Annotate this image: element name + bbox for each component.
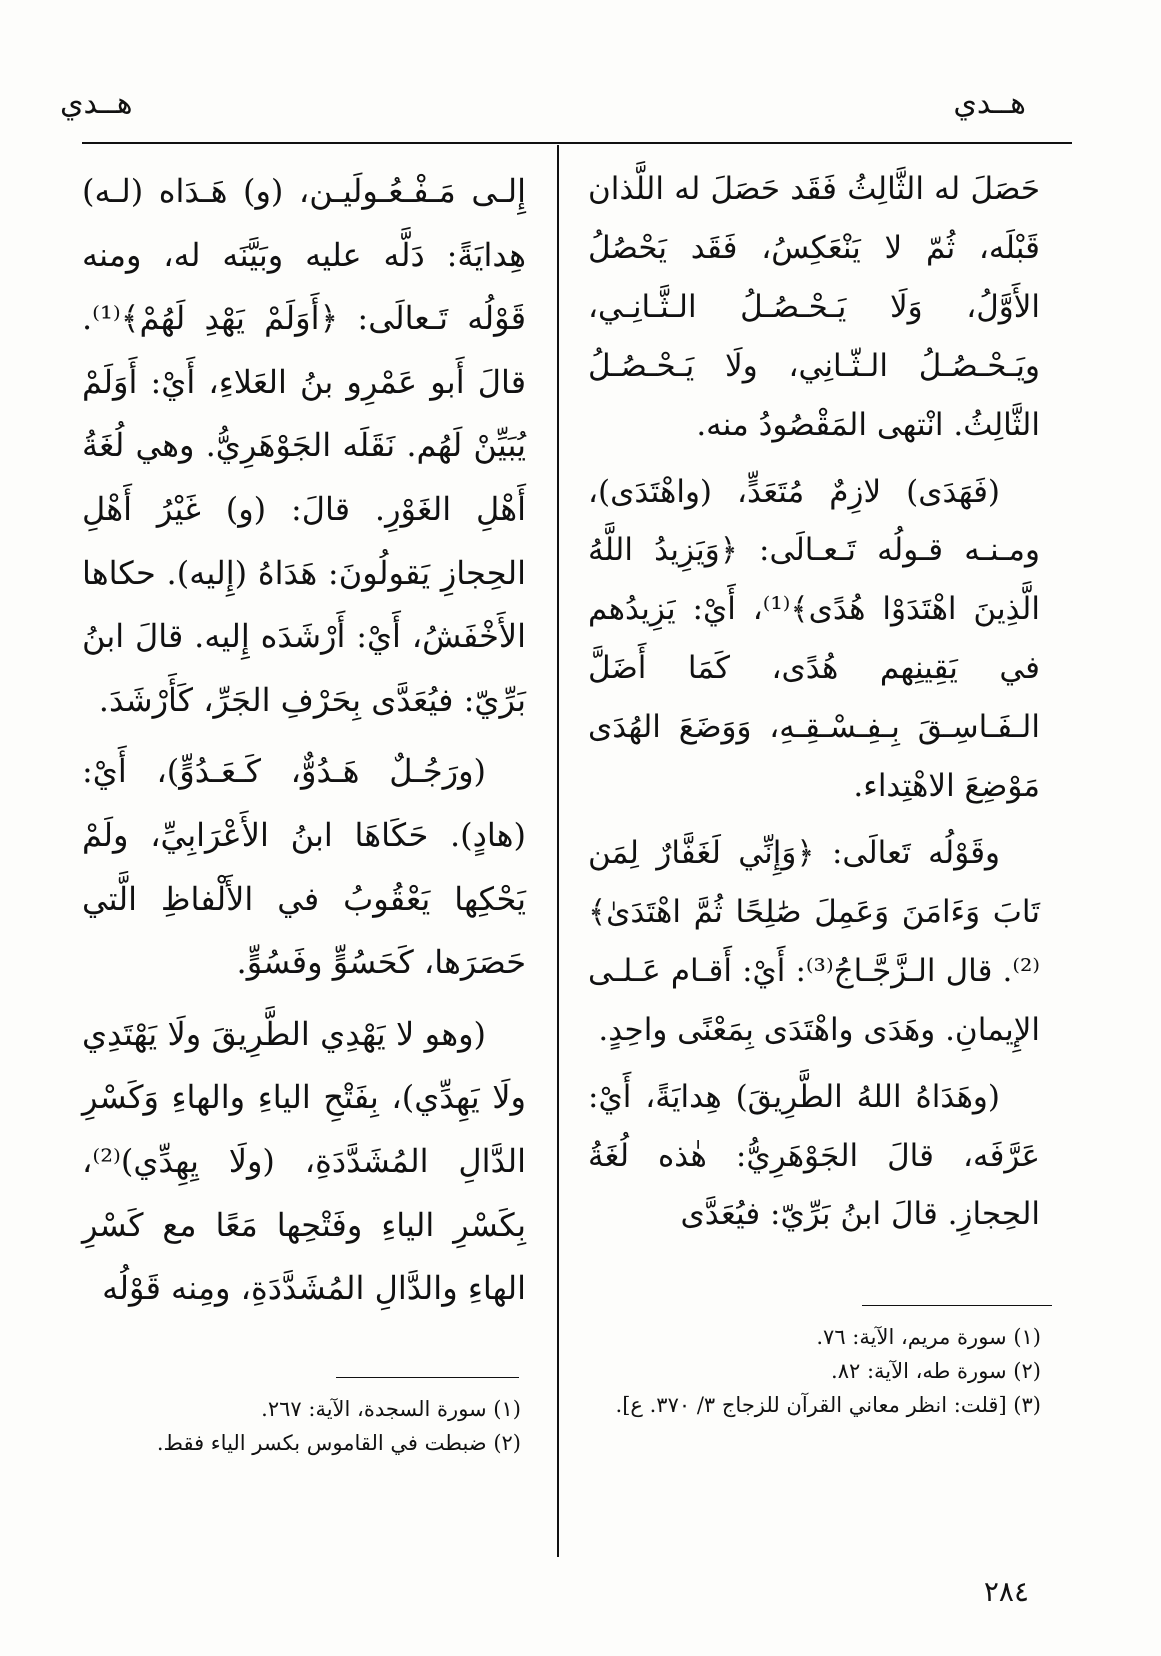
footnote: (٢) ضبطت في القاموس بكسر الياء فقط. xyxy=(156,1431,521,1455)
paragraph: (وهَدَاهُ اللهُ الطَّرِيقَ) هِدايَةً، أَيْ: عَرَّفَه، قالَ الجَوْهَرِيُّ: هٰذه لُغَةُ الحِجازِ. قالَ ابنُ بَرِّيّ: فيُعَدَّى xyxy=(588,1078,1040,1233)
running-header-right: هــدي xyxy=(953,86,1026,121)
footnote: (١) سورة السجدة، الآية: ٢٦٧. xyxy=(261,1397,521,1421)
paragraph: وقَوْلُه تَعالَى: ﴿وَإِنِّي لَغَفَّارٌ لِمَن تَابَ وَءَامَنَ وَعَمِلَ صَٰلِحًا ثُمَّ اهْتَدَىٰ﴾⁽²⁾. قال الـزَّجَّـاجُ⁽³⁾: أَيْ: أَقـام عَـلـى الإِيمانِ. وهَدَى واهْتَدَى بِمَعْنًى واحِدٍ. xyxy=(588,834,1040,1048)
paragraph: (ورَجُـلٌ هَـدُوٌّ، كَـعَـدُوٍّ)، أَيْ: (هادٍ). حَكَاهَا ابنُ الأَعْرَابِيِّ، ولَمْ يَحْكِها يَعْقُوبُ في الأَلْفاظِ الَّتي حَصَرَها، كَحَسُوٍّ وفَسُوٍّ. xyxy=(82,752,526,982)
header-rule xyxy=(82,142,1072,144)
page-number: ٢٨٤ xyxy=(983,1575,1029,1608)
footnotes-left xyxy=(91,1392,521,1460)
footnote: (١) سورة مريم، الآية: ٧٦. xyxy=(816,1325,1041,1349)
footnote-rule-right xyxy=(862,1305,1052,1306)
footnotes-right xyxy=(601,1320,1041,1422)
left-column xyxy=(82,160,526,1329)
running-header-left: هــدي xyxy=(60,86,133,121)
paragraph: (وهو لا يَهْدِي الطَّرِيقَ ولَا يَهْتَدِي ولَا يَهِدِّي)، بِفَتْحِ الياءِ والهاءِ وَكَسْرِ الدَّالِ المُشَدَّدَةِ، (ولَا يِهِدِّي)⁽²⁾، بِكَسْرِ الياءِ وفَتْحِها مَعًا مع كَسْرِ الهاءِ والدَّالِ المُشَدَّدَةِ، ومِنه قَوْلُه xyxy=(82,1014,526,1308)
right-column xyxy=(588,160,1040,1252)
footnote-rule-left xyxy=(336,1377,519,1378)
footnote: (٣) [قلت: انظر معاني القرآن للزجاج ٣/ ٣٧٠. ع]. xyxy=(615,1393,1041,1417)
paragraph: حَصَلَ له الثَّالِثُ فَقَد حَصَلَ له اللَّذان قَبْلَه، ثُمّ لا يَنْعَكِسُ، فَقَد يَحْصُلُ الأَوَّلُ، وَلَا يَـحْـصُـلُ الـثَّـانِـي، ويَـحْـصُـلُ الـثّـانِي، ولَا يَـحْـصُـلُ الثَّالِثُ. انْتهى المَقْصُودُ منه. xyxy=(588,171,1040,443)
footnote: (٢) سورة طه، الآية: ٨٢. xyxy=(831,1359,1041,1383)
paragraph: (فَهَدَى) لازِمٌ مُتَعَدٍّ، (واهْتَدَى)، ومـنـه قـولُه تَـعـالَى: ﴿وَيَزِيدُ اللَّهُ الَّذِينَ اهْتَدَوْا هُدًى﴾⁽¹⁾، أَيْ: يَزِيدُهم في يَقِينِهم هُدًى، كَمَا أَضَلَّ الـفَـاسِـقَ بِـفِـسْـقِـهِ، وَوَضَعَ الهُدَى مَوْضِعَ الاهْتِداء. xyxy=(588,473,1040,805)
column-divider xyxy=(557,145,559,1557)
paragraph: إِلـى مَـفْـعُـولَيـن، (و) هَـدَاه (لـه) هِدايَةً: دَلَّه عليه وبَيَّنَه له، ومنه قَوْلُه تَـعالَى: ﴿أَوَلَمْ يَهْدِ لَهُمْ﴾⁽¹⁾. قالَ أَبو عَمْرِو بنُ العَلاءِ، أَيْ: أَوَلَمْ يُبَيِّنْ لَهُم. نَقَلَه الجَوْهَرِيُّ. وهي لُغَةُ أَهْلِ الغَوْرِ. قالَ: (و) غَيْرُ أَهْلِ الحِجازِ يَقولُونَ: هَدَاهُ (إِليه). حكاها الأَخْفَشُ، أَيْ: أَرْشَدَه إِليه. قالَ ابنُ بَرِّيّ: فيُعَدَّى بِحَرْفِ الجَرِّ، كَأَرْشَدَ. xyxy=(82,172,526,719)
